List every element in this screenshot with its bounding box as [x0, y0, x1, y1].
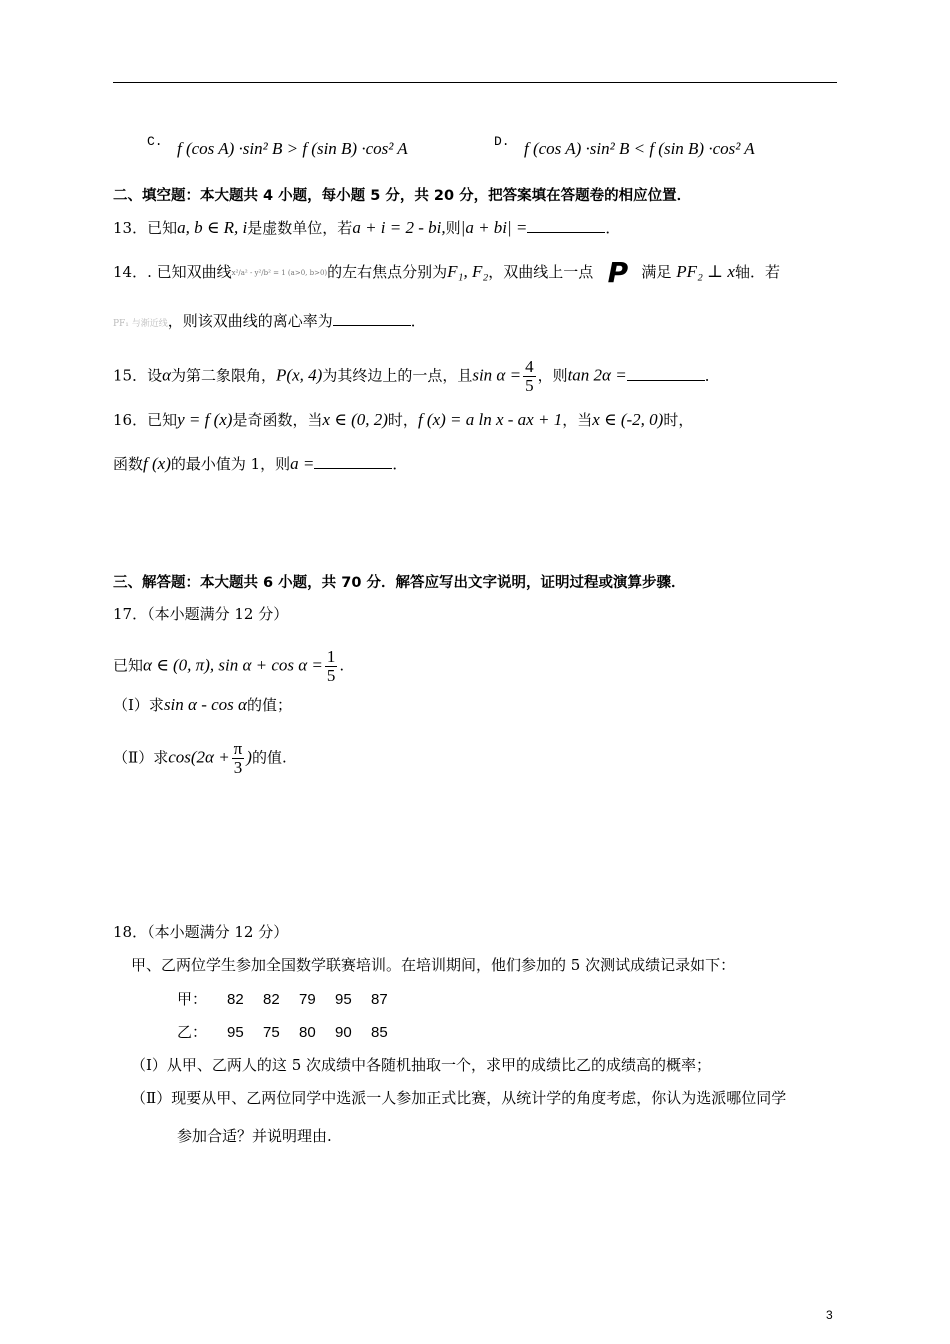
answer-blank-15	[627, 366, 705, 381]
fraction-1-5: $\frac{1}{5}$	[326, 647, 336, 685]
question-17-title: 17．（本小题满分 12 分）	[113, 605, 289, 623]
question-16-line2: 函数f (x)的最小值为 1，则a = ．	[113, 454, 408, 473]
question-13: 13．已知a, b ∈ R, i是虚数单位，若a + i = 2 - bi,则|a + bi| = ．	[113, 218, 621, 237]
question-18-part1: （Ⅰ）从甲、乙两人的这 5 次成绩中各随机抽取一个，求甲的成绩比乙的成绩高的概率；	[131, 1056, 712, 1074]
point-p-symbol: P	[607, 256, 628, 289]
section3-heading: 三、解答题：本大题共 6 小题，共 70 分．解答应写出文字说明，证明过程或演算步骤．	[113, 575, 686, 591]
hyperbola-formula: x²/a² - y²/b² = 1 (a>0, b>0)	[231, 269, 328, 277]
question-14: 14．. 已知双曲线x²/a² - y²/b² = 1 (a>0, b>0)的左右焦点分别为F₁, F₂，双曲线上一点 P 满足 PF₂ ⊥ x轴．若	[113, 256, 780, 289]
fraction-4-5: $\frac{4}{5}$	[525, 357, 534, 395]
question-18-part2: （Ⅱ）现要从甲、乙两位同学中选派一人参加正式比赛，从统计学的角度考虑，你认为选派哪位同学	[131, 1089, 787, 1107]
score-row-jia: 甲： 82 82 79 95 87	[177, 990, 388, 1008]
fraction-pi-3: $\frac{\pi}{3}$	[233, 739, 243, 777]
question-17-part1: （Ⅰ）求sin α - cos α的值；	[113, 695, 292, 714]
question-16: 16．已知y = f (x)是奇函数，当x ∈ (0, 2)时，f (x) = a ln x - ax + 1，当x ∈ (-2, 0)时，	[113, 410, 694, 429]
score-row-yi: 乙： 95 75 80 90 85	[177, 1023, 388, 1041]
question-14-line2: PF₁ 与渐近线，则该双曲线的离心率为 ．	[113, 312, 426, 330]
answer-blank-13	[527, 218, 605, 233]
option-d-label: D.	[494, 134, 510, 149]
answer-blank-14	[333, 311, 411, 326]
option-d-formula: f (cos A) ·sin² B < f (sin B) ·cos² A	[524, 139, 755, 158]
option-c-label: C.	[147, 134, 163, 149]
section2-heading: 二、填空题：本大题共 4 小题，每小题 5 分，共 20 分，把答案填在答题卷的相应位置．	[113, 188, 692, 204]
question-17-part2: （Ⅱ）求cos(2α + $\frac{\pi}{3}$ )的值.	[113, 739, 287, 777]
answer-blank-16	[314, 454, 392, 469]
question-18-intro: 甲、乙两位学生参加全国数学联赛培训。在培训期间，他们参加的 5 次测试成绩记录如下：	[131, 956, 736, 974]
question-18-title: 18．（本小题满分 12 分）	[113, 923, 289, 941]
option-c-formula: f (cos A) ·sin² B > f (sin B) ·cos² A	[177, 139, 408, 158]
question-15: 15．设α为第二象限角，P(x, 4)为其终边上的一点，且sin α = $\frac{4}{5}$ ，则tan 2α = ．	[113, 357, 720, 395]
question-17-given: 已知α ∈ (0, π), sin α + cos α = $\frac{1}{5}$ .	[113, 647, 345, 685]
question-18-part2-cont: 参加合适？并说明理由.	[177, 1127, 332, 1145]
page-number: 3	[826, 1308, 833, 1322]
header-rule	[113, 82, 837, 83]
